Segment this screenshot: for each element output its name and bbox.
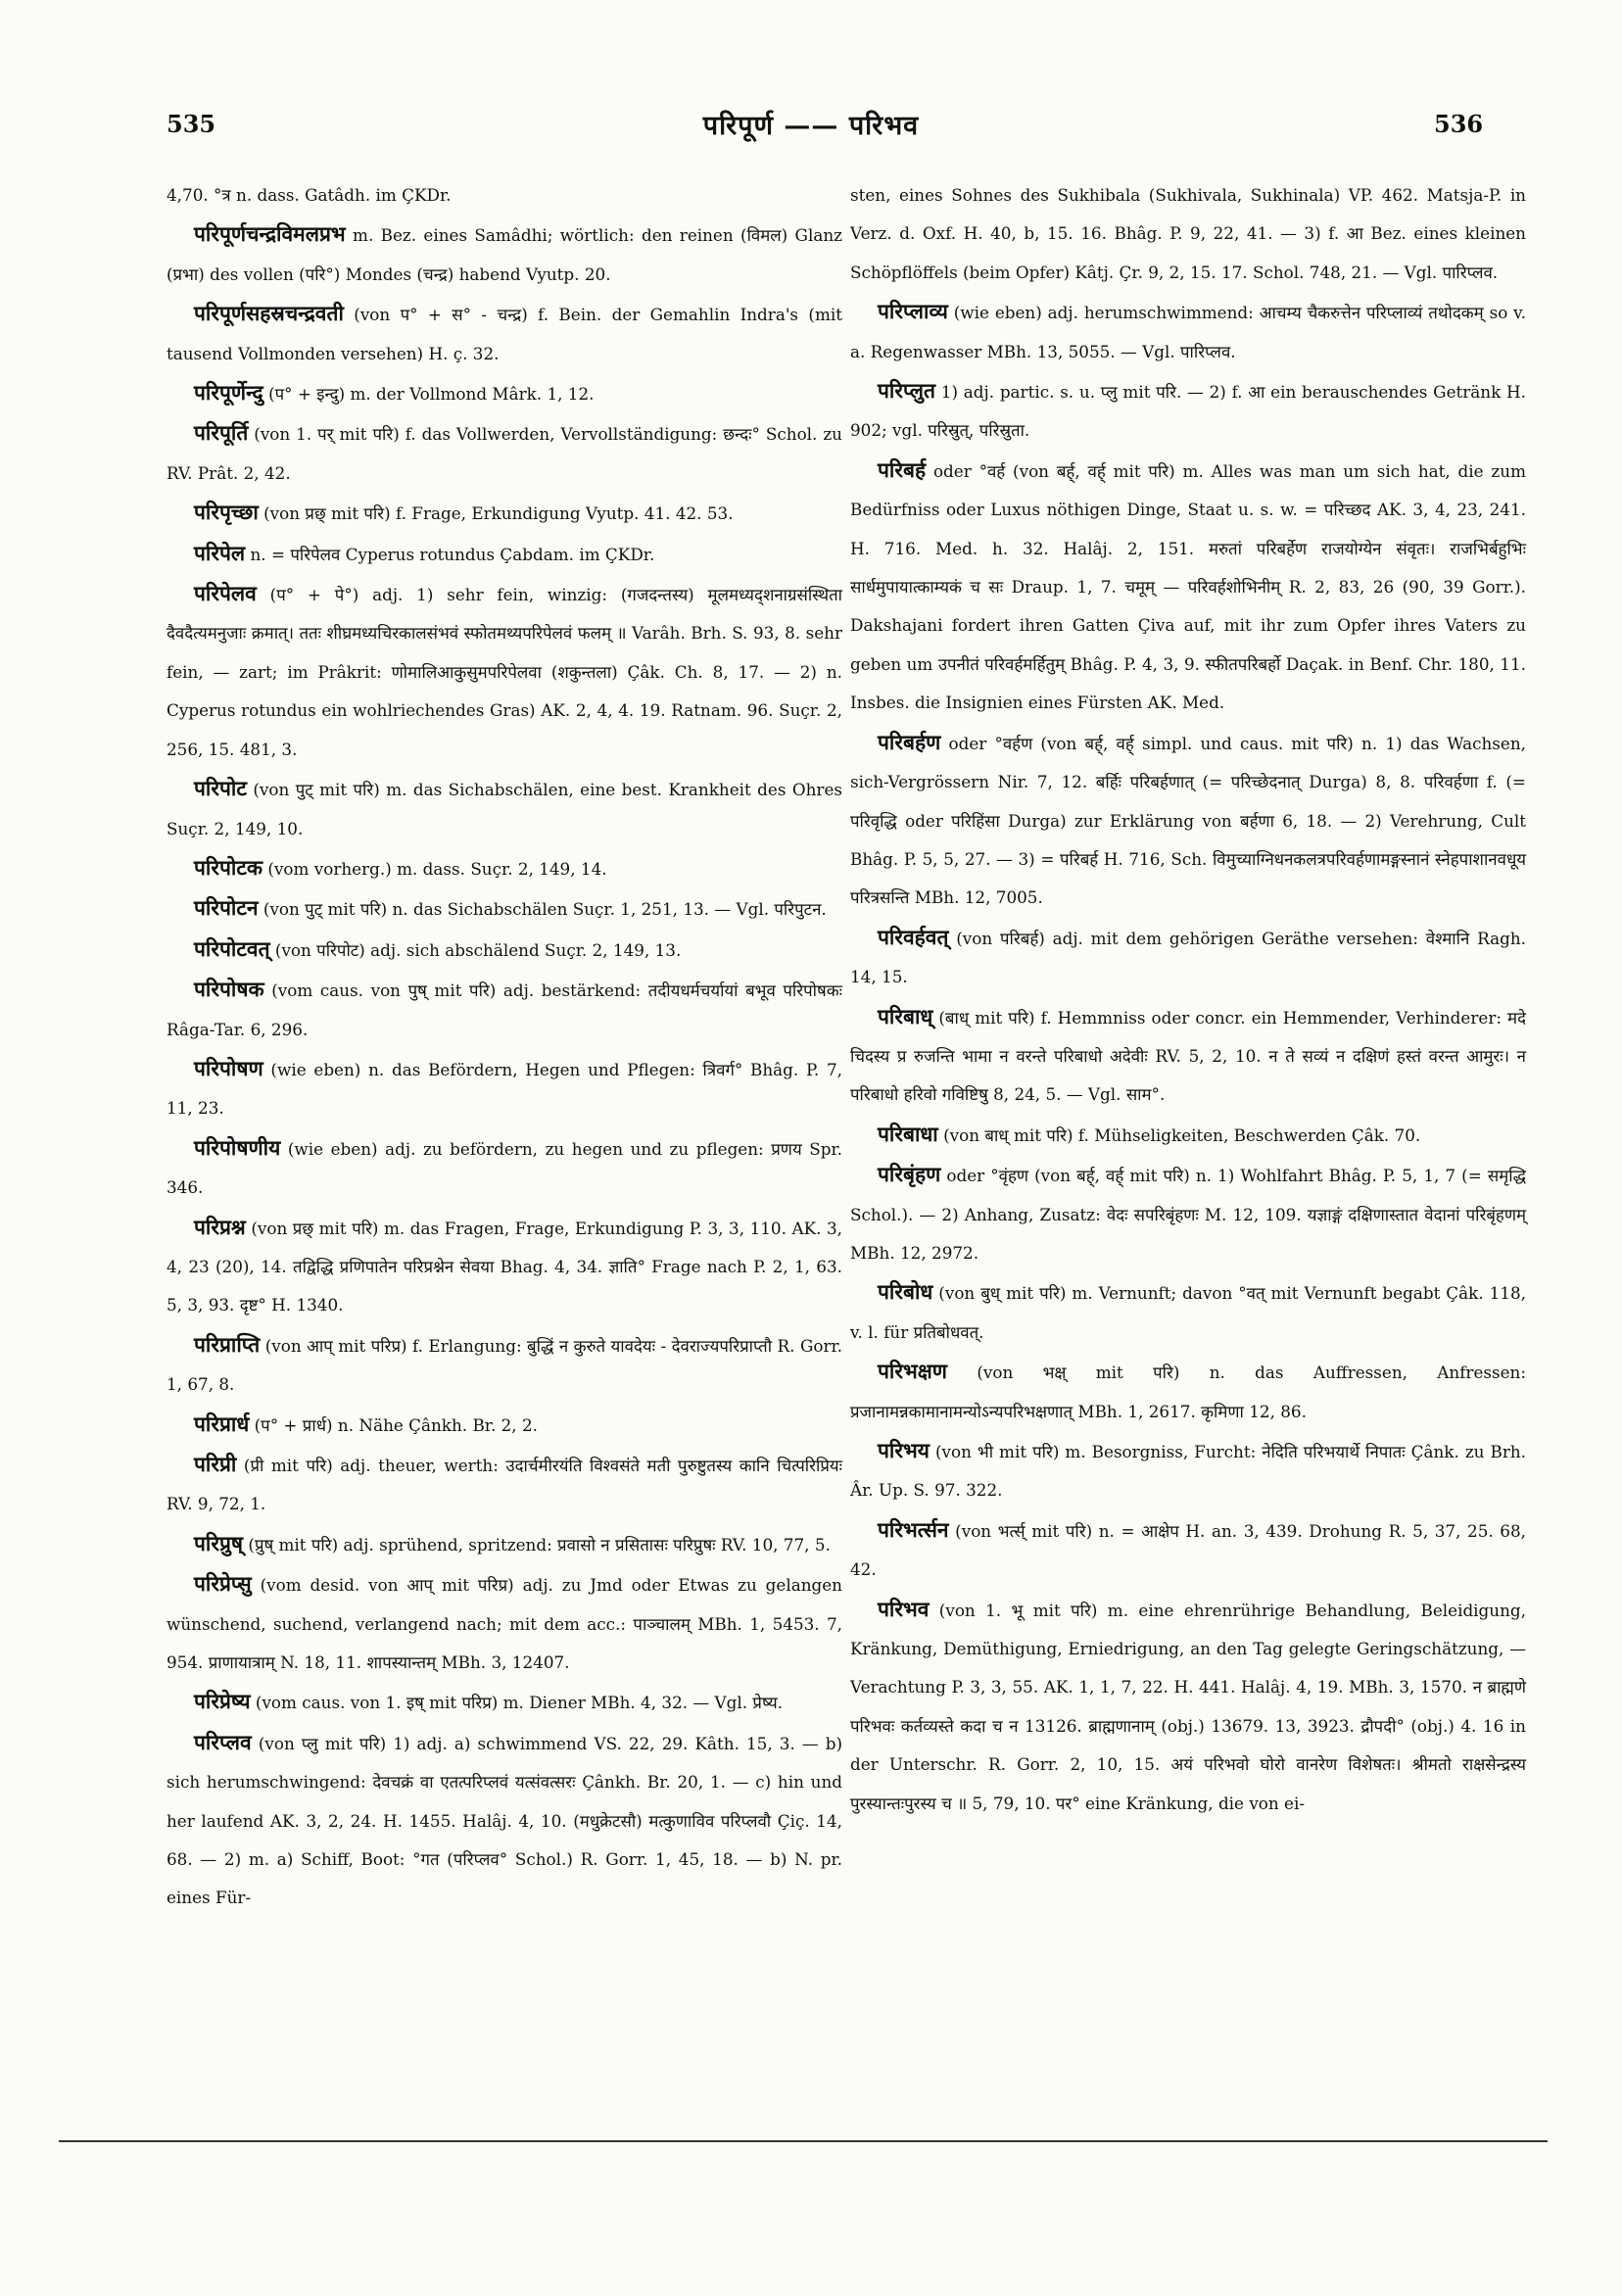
- entry-text: (प्री mit परि) adj. theuer, werth: उदार्चमीरयंति विश्वसंते मती पुरुष्टुतस्य कानि चित्परिप्रियः RV. 9, 72, 1.: [167, 1456, 842, 1514]
- entry-text: (von बुध् mit परि) m. Vernunft; davon °वत् mit Vernunft begabt Çâk. 118, v. l. für प्रतिबोधवत्.: [850, 1283, 1526, 1342]
- entry-headword: परिबाध्: [878, 1003, 933, 1028]
- dictionary-entry: [167, 848, 842, 888]
- entry-headword: परिबर्ह: [878, 456, 927, 482]
- entry-text: (प° + प्रार्ध) n. Nähe Çânkh. Br. 2, 2.: [254, 1414, 538, 1435]
- entry-text: m. Bez. eines Samâdhi; wörtlich: den reinen (विमल) Glanz (प्रभा) des vollen (परि°) Mondes (चन्द्र) habend Vyutp. 20.: [167, 225, 842, 284]
- entry-text: (प° + इन्दु) m. der Vollmond Mârk. 1, 12.: [268, 384, 595, 405]
- dictionary-entry: [167, 1128, 842, 1208]
- dictionary-entry: [167, 888, 842, 929]
- left-column: [167, 176, 842, 2096]
- entry-headword: परिप्राप्ति: [194, 1331, 261, 1357]
- entry-text: oder °वर्हण (von बर्ह्, वर्ह् simpl. und caus. mit परि) n. 1) das Wachsen, sich-Vergrössern Nir. 7, 12. बर्हिः परिबर्हणात् (= परिच्छेदनात् Durga) 8, 8. परिवर्हणा f. (= परिवृद्धि oder परिहिंसा Durga) zur Erklärung von बर्हणा 6, 18. — 2) Verehrung, Cult Bhâg. P. 5, 5, 27. — 3) = परिबर्ह H. 716, Sch. विमुच्याग्निधनकलत्रपरिवर्हणामङ्गस्नानं स्नेहपाशानवधूय परित्रसन्ति MBh. 12, 7005.: [850, 733, 1526, 908]
- entry-headword: परिप्रेष्य: [194, 1689, 251, 1714]
- entry-headword: परिभव: [878, 1596, 930, 1621]
- dictionary-entry: [850, 1115, 1526, 1155]
- entry-headword: परिभर्त्सन: [878, 1516, 949, 1542]
- entry-text: (wie eben) adj. zu befördern, zu hegen und zu pflegen: प्रणय Spr. 346.: [167, 1138, 842, 1198]
- dictionary-entry: [167, 493, 842, 533]
- entry-text: (von भर्त्स् mit परि) n. = आक्षेप H. an. 3, 439. Drohung R. 5, 37, 25. 68, 42.: [850, 1520, 1526, 1580]
- entry-headword: परिपोषक: [194, 977, 264, 1002]
- entry-headword: परिप्रुष्: [194, 1530, 244, 1555]
- entry-text: (vom caus. von पुष् mit परि) adj. bestärkend: तदीयधर्मचर्यायां बभूव परिपोषकः Râga-Tar. 6, 296.: [167, 981, 843, 1039]
- dictionary-entry: [167, 574, 842, 769]
- entry-headword: परिपेल: [194, 540, 246, 565]
- entry-headword: परिपोटन: [194, 895, 259, 921]
- entry-text: oder °वृंहण (von बर्ह्, वर्ह् mit परि) n. 1) Wohlfahrt Bhâg. P. 5, 1, 7 (= समृद्धि Schol.). — 2) Anhang, Zusatz: वेदः सपरिबृंहणः M. 12, 109. यज्ञाङ्गं दक्षिणास्तात वेदानां परिबृंहणम् MBh. 12, 2972.: [850, 1166, 1526, 1263]
- entry-text: (von प्लु mit परि) 1) adj. a) schwimmend VS. 22, 29. Kâth. 15, 3. — b) sich herumschwingend: देवचक्रं वा एतत्परिप्लवं यत्संवत्सरः Çânkh. Br. 20, 1. — c) hin und her laufend AK. 3, 2, 24. H. 1455. Halâj. 4, 10. (मधुक्रेटसौ) मत्कुणाविव परिप्लवौ Çiç. 14, 68. — 2) m. a) Schiff, Boot: °गत (परिप्लव° Schol.) R. Gorr. 1, 45, 18. — b) N. pr. eines Für-: [167, 1733, 843, 1908]
- entry-headword: परिबृंहण: [878, 1162, 941, 1187]
- entry-text: (von भक्ष् mit परि) n. das Auffressen, Anfressen: प्रजानामन्नकामानामन्योऽन्यपरिभक्षणात् MBh. 1, 2617. कृमिणा 12, 86.: [850, 1363, 1526, 1421]
- entry-text: (vom desid. von आप् mit परिप्र) adj. zu Jmd oder Etwas zu gelangen wünschend, suchend, verlangend nach; mit dem acc.: पाञ्चालम् MBh. 1, 5453. 7, 954. प्राणायात्राम् N. 18, 11. शापस्यान्तम् MBh. 3, 12407.: [167, 1575, 842, 1673]
- bottom-rule: [59, 2140, 1548, 2142]
- entry-text: (von भी mit परि) m. Besorgniss, Furcht: नेदिति परिभयार्थे निपातः Çânk. zu Brh. Âr. Up. S. 97. 322.: [850, 1442, 1526, 1501]
- entry-headword: परिभय: [878, 1438, 930, 1462]
- dictionary-entry: [850, 176, 1526, 292]
- entry-headword: परिबोध: [878, 1279, 933, 1305]
- entry-headword: परिपोटवत्: [194, 935, 270, 961]
- entry-text: (von पुट् mit परि) m. das Sichabschälen, eine best. Krankheit des Ohres Suçr. 2, 149, 10.: [167, 780, 842, 838]
- dictionary-entry: [167, 1564, 842, 1682]
- dictionary-entry: [167, 1723, 842, 1918]
- dictionary-entry: [167, 215, 842, 294]
- entry-headword: परिबाधा: [878, 1121, 938, 1146]
- entry-headword: परिप्लुत: [878, 378, 936, 404]
- entry-text: 1) adj. partic. s. u. प्लु mit परि. — 2) f. आ ein berauschendes Getränk H. 902; vgl. परिस्रुत्, परिस्रुता.: [850, 382, 1526, 441]
- entry-text: 4,70. °त्र n. dass. Gatâdh. im ÇKDr.: [167, 185, 452, 205]
- dictionary-entry: [850, 1352, 1526, 1431]
- dictionary-entry: [850, 1590, 1526, 1823]
- dictionary-entry: [167, 1445, 842, 1524]
- dictionary-entry: [167, 294, 842, 373]
- dictionary-entry: [167, 970, 842, 1049]
- entry-headword: परिबर्हण: [878, 729, 941, 754]
- entry-headword: परिपूर्णसहस्रचन्द्रवती: [194, 301, 344, 326]
- entry-headword: परिप्री: [194, 1452, 237, 1476]
- entry-headword: परिवर्हवत्: [878, 924, 949, 949]
- dictionary-entry: [850, 371, 1526, 451]
- page-number-right: 536: [1434, 110, 1484, 138]
- entry-headword: परिपोषणीय: [194, 1134, 281, 1160]
- entry-headword: परिपूर्णेन्दु: [194, 380, 263, 406]
- entry-headword: परिपेलव: [194, 581, 257, 606]
- entry-text: (von परिबर्ह) adj. mit dem gehörigen Geräthe versehen: वेश्मानि Ragh. 14, 15.: [850, 928, 1526, 987]
- entry-text: (von परिपोट) adj. sich abschälend Suçr. 2, 149, 13.: [274, 939, 682, 960]
- entry-text: (von प्रछ् mit परि) m. das Fragen, Frage, Erkundigung P. 3, 3, 110. AK. 3, 4, 23 (20), 14. तद्विद्धि प्रणिपातेन परिप्रश्नेन सेवया Bhag. 4, 34. ज्ञाति° Frage nach P. 2, 1, 63. 5, 3, 93. दृष्ट° H. 1340.: [167, 1218, 843, 1315]
- dictionary-entry: [167, 1208, 842, 1325]
- entry-text: (von प° + स° - चन्द्र) f. Bein. der Gemahlin Indra's (mit tausend Vollmonden versehen) H. ç. 32.: [167, 305, 842, 363]
- dictionary-entry: [850, 723, 1526, 918]
- dictionary-entry: [167, 769, 842, 848]
- entry-text: (प° + पे°) adj. 1) sehr fein, winzig: (गजदन्तस्य) मूलमध्यद्शनाग्रसंस्थिता दैवदैत्यमनुजाः क्रमात्। ततः शीघ्रमध्यचिरकालसंभवं स्फोतमथ्यपरिपेलवं फलम् ॥ Varâh. Brh. S. 93, 8. sehr fein, — zart; im Prâkrit: णोमालिआकुसुमपरिपेलवा (शकुन्तला) Çâk. Ch. 8, 17. — 2) n. Cyperus rotundus ein wohlriechendes Gras) AK. 2, 4, 4. 19. Ratnam. 96. Suçr. 2, 256, 15. 481, 3.: [167, 585, 842, 759]
- entry-text: (wie eben) n. das Befördern, Hegen und Pflegen: त्रिवर्ग° Bhâg. P. 7, 11, 23.: [167, 1059, 842, 1119]
- dictionary-entry: [850, 918, 1526, 997]
- entry-headword: परिप्लव: [194, 1729, 252, 1754]
- entry-text: (vom caus. von 1. इष् mit परिप्र) m. Diener MBh. 4, 32. — Vgl. प्रेष्य.: [255, 1693, 784, 1713]
- entry-headword: परिभक्षण: [878, 1359, 947, 1384]
- dictionary-entry: [850, 997, 1526, 1115]
- dictionary-entry: [167, 176, 842, 215]
- dictionary-entry: [850, 451, 1526, 723]
- dictionary-entry: [167, 1325, 842, 1405]
- dictionary-entry: [850, 1431, 1526, 1510]
- entry-headword: परिप्रार्ध: [194, 1411, 250, 1436]
- entry-text: (vom vorherg.) m. dass. Suçr. 2, 149, 14.: [267, 858, 607, 879]
- entry-headword: परिप्रेप्सु: [194, 1571, 252, 1597]
- page-header: [0, 110, 1622, 149]
- dictionary-entry: [167, 413, 842, 493]
- entry-headword: परिपोट: [194, 776, 247, 801]
- running-head: परिपूर्ण —— परिभव: [702, 111, 920, 141]
- right-column: [850, 176, 1526, 2096]
- dictionary-entry: [850, 292, 1526, 371]
- entry-text: (von आप् mit परिप्र) f. Erlangung: बुद्धिं न कुरुते यावदेयः - देवराज्यपरिप्राप्तौ R. Gorr. 1, 67, 8.: [167, 1335, 842, 1395]
- entry-text: (von बाध् mit परि) f. Mühseligkeiten, Beschwerden Çâk. 70.: [943, 1124, 1421, 1145]
- entry-text: oder °वर्ह (von बर्ह्, वर्ह् mit परि) m. Alles was man um sich hat, die zum Bedürfniss oder Luxus nöthigen Dinge, Staat u. s. w. = परिच्छद AK. 3, 4, 23, 241. H. 716. Med. h. 32. Halâj. 2, 151. मरुतां परिबर्हेण राजयोग्येन संवृतः। राजभिर्बहुभिः सार्धमुपायात्काम्यकं च सः Draup. 1, 7. चमूम् — परिवर्हशोभिनीम् R. 2, 83, 26 (90, 39 Gorr.). Dakshajani fordert ihren Gatten Çiva auf, mit ihr zum Opfer ihres Vaters zu geben um उपनीतं परिवर्हमर्हितुम् Bhâg. P. 4, 3, 9. स्फीतपरिबर्हो Daçak. in Benf. Chr. 180, 11. Insbes. die Insignien eines Fürsten AK. Med.: [850, 460, 1526, 713]
- entry-text: (von पुट् mit परि) n. das Sichabschälen Suçr. 1, 251, 13. — Vgl. परिपुटन.: [262, 899, 827, 920]
- entry-headword: परिपूर्ति: [194, 420, 249, 446]
- dictionary-entry: [850, 1510, 1526, 1590]
- dictionary-entry: [167, 1524, 842, 1564]
- entry-text: (बाध् mit परि) f. Hemmniss oder concr. ein Hemmender, Verhinderer: मदे चिदस्य प्र रुजन्ति भामा न वरन्ते परिबाधो अदेवीः RV. 5, 2, 10. न ते सव्यं न दक्षिणं हस्तं वरन्त आमुरः। न परिबाधो हरिवो गविष्टिषु 8, 24, 5. — Vgl. साम°.: [850, 1007, 1526, 1105]
- entry-headword: परिपोटक: [194, 854, 263, 880]
- dictionary-entry: [167, 373, 842, 413]
- entry-headword: परिपृच्छा: [194, 500, 259, 525]
- dictionary-entry: [850, 1155, 1526, 1272]
- entry-headword: परिप्रश्न: [194, 1214, 246, 1239]
- dictionary-entry: [850, 1272, 1526, 1352]
- entry-headword: परिपूर्णचन्द्रविमलप्रभ: [194, 221, 346, 247]
- entry-text: (von 1. भू mit परि) m. eine ehrenrührige Behandlung, Beleidigung, Kränkung, Demüthigung, Erniedrigung, an den Tag gelegte Geringschätzung, — Verachtung P. 3, 3, 55. AK. 1, 1, 7, 22. H. 441. Halâj. 4, 19. MBh. 3, 1570. न ब्राह्मणे परिभवः कर्तव्यस्ते कदा च न 13126. ब्राह्मणानाम् (obj.) 13679. 13, 3923. द्रौपदी° (obj.) 4. 16 in der Unterschr. R. Gorr. 2, 10, 15. अयं परिभवो घोरो वानरेण विशेषतः। श्रीमतो राक्षसेन्द्रस्य पुरस्यान्तःपुरस्य च ॥ 5, 79, 10. पर° eine Kränkung, die von ei-: [850, 1600, 1526, 1813]
- entry-headword: परिप्लाव्य: [878, 299, 948, 324]
- dictionary-entry: [167, 1405, 842, 1445]
- entry-text: (प्रुष् mit परि) adj. sprühend, spritzend: प्रवासो न प्रसितासः परिप्रुषः RV. 10, 77, 5.: [248, 1534, 831, 1555]
- dictionary-entry: [167, 534, 842, 574]
- dictionary-entry: [167, 1049, 842, 1128]
- page-number-left: 535: [167, 110, 216, 138]
- entry-text: (von 1. पर् mit परि) f. das Vollwerden, Vervollständigung: छन्दः° Schol. zu RV. Prât. 2, 42.: [167, 424, 842, 483]
- entry-headword: परिपोषण: [194, 1055, 263, 1080]
- entry-text: n. = परिपेलव Cyperus rotundus Çabdam. im ÇKDr.: [250, 544, 655, 564]
- entry-text: (wie eben) adj. herumschwimmend: आचम्य चैकरुत्तेन परिप्लाव्यं तथोदकम् so v. a. Regenwasser MBh. 13, 5055. — Vgl. पारिप्लव.: [850, 303, 1526, 361]
- dictionary-entry: [167, 1682, 842, 1722]
- entry-text: (von प्रछ् mit परि) f. Frage, Erkundigung Vyutp. 41. 42. 53.: [263, 503, 734, 524]
- dictionary-entry: [167, 930, 842, 970]
- entry-text: sten, eines Sohnes des Sukhibala (Sukhivala, Sukhinala) VP. 462. Matsja-P. in Verz. d. Oxf. H. 40, b, 15. 16. Bhâg. P. 9, 22, 41. — 3) f. आ Bez. eines kleinen Schöpflöffels (beim Opfer) Kâtj. Çr. 9, 2, 15. 17. Schol. 748, 21. — Vgl. पारिप्लव.: [850, 185, 1526, 282]
